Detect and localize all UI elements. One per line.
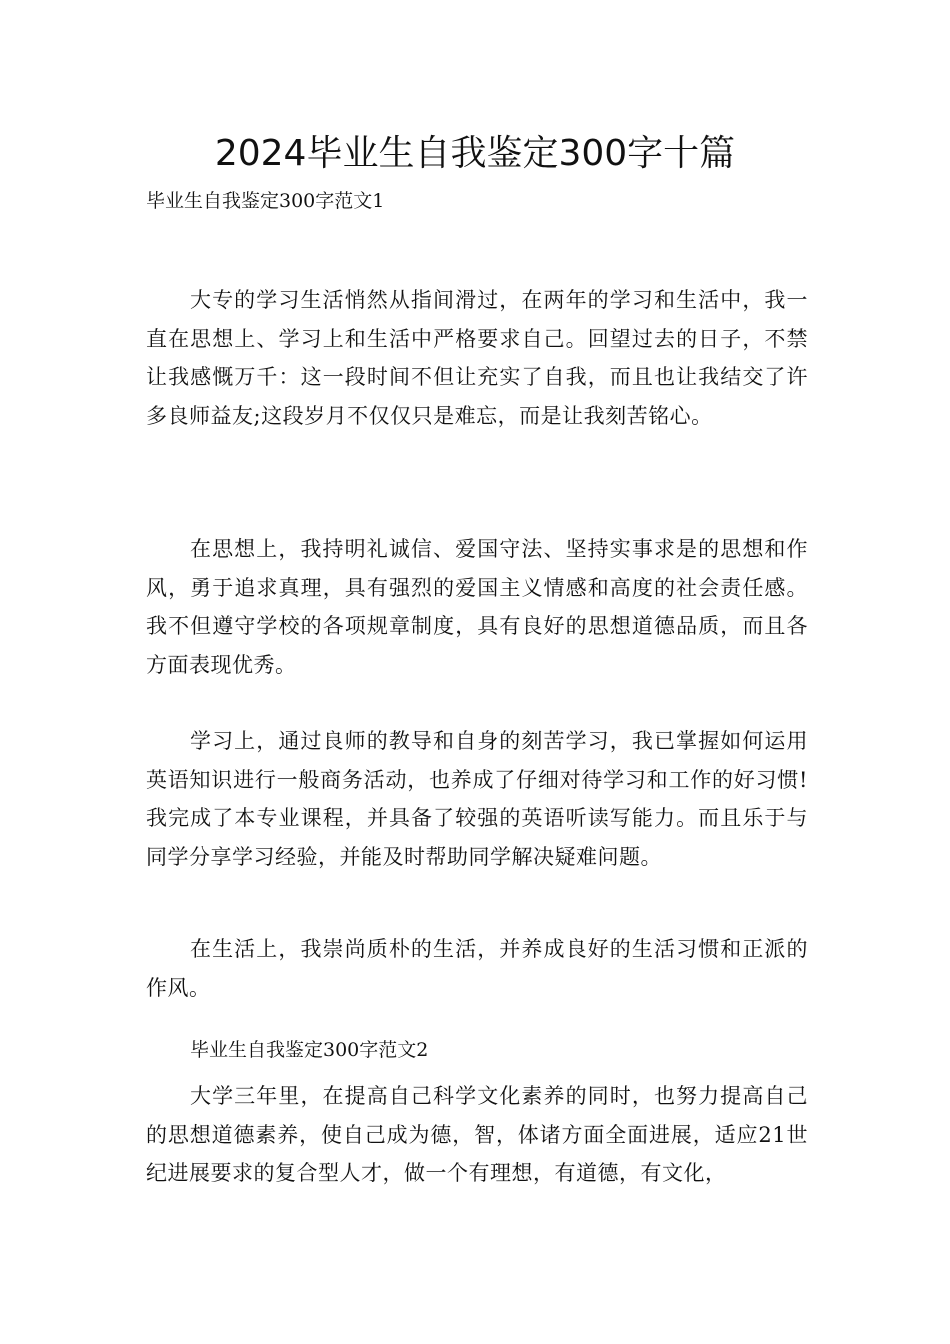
- paragraph-3: 学习上，通过良师的教导和自身的刻苦学习，我已掌握如何运用英语知识进行一般商务活动，也养成了仔细对待学习和工作的好习惯!我完成了本专业课程，并具备了较强的英语听读写能力。而且乐于与同学分享学习经验，并能及时帮助同学解决疑难问题。: [146, 729, 808, 869]
- paragraph-4: 在生活上，我崇尚质朴的生活，并养成良好的生活习惯和正派的作风。: [146, 937, 808, 1000]
- paragraph-5: 大学三年里，在提高自己科学文化素养的同时，也努力提高自己的思想道德素养，使自己成为德，智，体诸方面全面进展，适应21世纪进展要求的复合型人才，做一个有理想，有道德，有文化，: [146, 1084, 808, 1186]
- section-heading-2: 毕业生自我鉴定300字范文2: [190, 1039, 429, 1061]
- section-heading-1: 毕业生自我鉴定300字范文1: [146, 190, 385, 212]
- document-title: 2024毕业生自我鉴定300字十篇: [214, 133, 736, 174]
- paragraph-1: 大专的学习生活悄然从指间滑过，在两年的学习和生活中，我一直在思想上、学习上和生活中严格要求自己。回望过去的日子，不禁让我感慨万千：这一段时间不但让充实了自我，而且也让我结交了许多良师益友;这段岁月不仅仅只是难忘，而是让我刻苦铭心。: [146, 288, 808, 428]
- paragraph-2: 在思想上，我持明礼诚信、爱国守法、坚持实事求是的思想和作风，勇于追求真理，具有强烈的爱国主义情感和高度的社会责任感。我不但遵守学校的各项规章制度，具有良好的思想道德品质，而且各方面表现优秀。: [146, 537, 808, 677]
